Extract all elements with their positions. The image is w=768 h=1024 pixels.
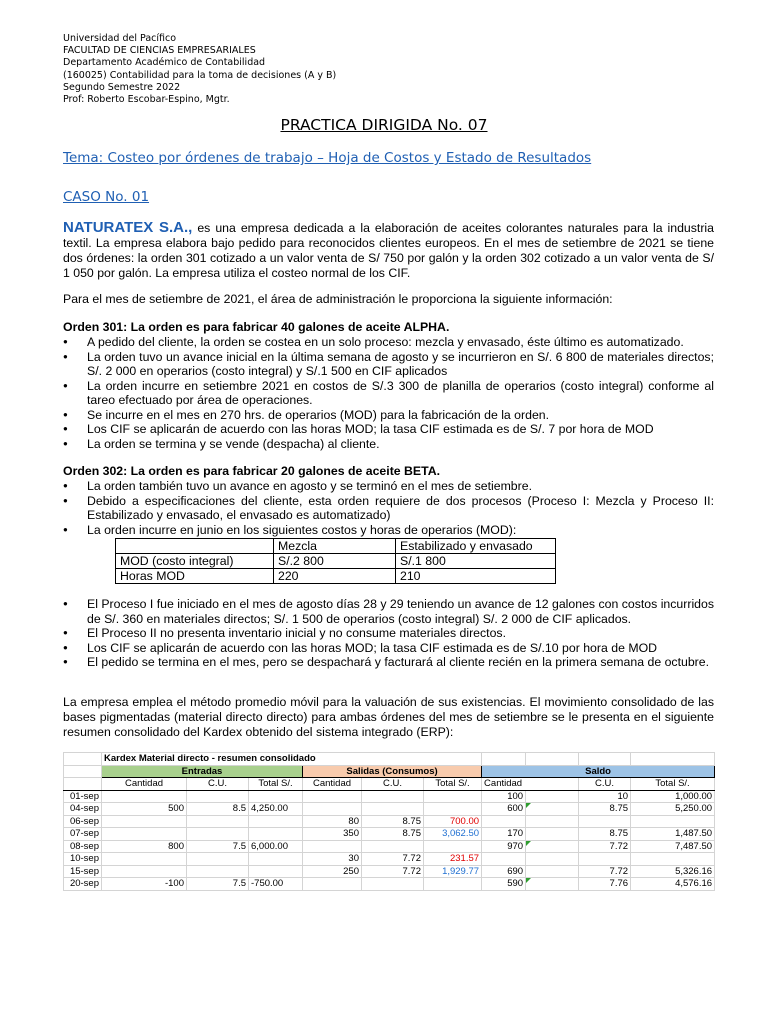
table-cell xyxy=(187,828,249,841)
table-cell: 30 xyxy=(303,853,362,866)
table-cell xyxy=(187,865,249,878)
flag-cell xyxy=(526,865,579,878)
table-row xyxy=(64,828,715,841)
table-cell xyxy=(187,853,249,866)
info-paragraph: Para el mes de setiembre de 2021, el área de administración le proporciona la siguiente información: xyxy=(63,292,613,306)
table-cell: 7,487.50 xyxy=(631,840,715,853)
table-cell xyxy=(249,815,303,828)
col-header: Cantidad xyxy=(482,778,579,791)
page-title: PRACTICA DIRIGIDA No. 07 xyxy=(280,116,488,134)
table-cell xyxy=(303,878,362,891)
table-cell: 4,250.00 xyxy=(249,803,303,816)
table-row xyxy=(116,554,556,569)
list-item: ● El pedido se termina en el mes, pero se despachará y facturará al cliente recién en la primera semana de octubre. xyxy=(63,655,714,670)
table-cell: 350 xyxy=(303,828,362,841)
intro-paragraph xyxy=(63,220,714,281)
table-cell xyxy=(249,790,303,803)
table-cell xyxy=(102,828,187,841)
note-marker-icon xyxy=(526,878,579,891)
table-cell xyxy=(362,790,424,803)
table-cell: 7.72 xyxy=(579,865,631,878)
group-saldo: Saldo xyxy=(482,765,715,778)
table-cell xyxy=(424,840,482,853)
table-cell: 8.75 xyxy=(362,828,424,841)
table-cell: 7.72 xyxy=(362,865,424,878)
order-301-heading: Orden 301: La orden es para fabricar 40 galones de aceite ALPHA. xyxy=(63,320,450,334)
list-item: ● La orden incurre en setiembre 2021 en costos de S/.3 300 de planilla de operarios (costo integral) conforme al tareo efectuado por área de operaciones. xyxy=(63,379,714,408)
table-cell: 10 xyxy=(579,790,631,803)
list-item: ● El Proceso I fue iniciado en el mes de agosto días 28 y 29 teniendo un avance de 12 galones con costos incurridos de S/. 360 en materiales directos; S/. 1 500 de operarios (costo integral) S/. 2 000 de CIF aplicados. xyxy=(63,597,714,626)
table-cell: 7.5 xyxy=(187,840,249,853)
row-date: 20-sep xyxy=(64,878,102,891)
table-cell xyxy=(187,815,249,828)
table-cell: 590 xyxy=(482,878,526,891)
table-cell xyxy=(303,803,362,816)
col-header: Cantidad xyxy=(102,778,187,791)
table-cell xyxy=(579,853,631,866)
table-cell: 700.00 xyxy=(424,815,482,828)
table-cell xyxy=(631,815,715,828)
list-item: ● Se incurre en el mes en 270 hrs. de operarios (MOD) para la fabricación de la orden. xyxy=(63,408,714,423)
col-header: C.U. xyxy=(362,778,424,791)
order-302-list-continued xyxy=(63,597,714,670)
table-cell: 8.75 xyxy=(362,815,424,828)
order-302-heading: Orden 302: La orden es para fabricar 20 galones de aceite BETA. xyxy=(63,464,441,478)
group-salidas: Salidas (Consumos) xyxy=(303,765,482,778)
table-cell xyxy=(249,865,303,878)
table-cell: 7.76 xyxy=(579,878,631,891)
list-item: ● El Proceso II no presenta inventario inicial y no consume materiales directos. xyxy=(63,626,714,641)
table-cell: MOD (costo integral) xyxy=(116,554,274,569)
document-header xyxy=(63,33,336,106)
table-cell: 231.57 xyxy=(424,853,482,866)
table-cell: 970 xyxy=(482,840,526,853)
table-cell: 690 xyxy=(482,865,526,878)
group-entradas: Entradas xyxy=(102,765,303,778)
col-header: Total S/. xyxy=(631,778,715,791)
table-cell: 8.75 xyxy=(579,803,631,816)
table-cell xyxy=(579,815,631,828)
table-cell: S/.1 800 xyxy=(396,554,556,569)
table-cell: Horas MOD xyxy=(116,569,274,584)
table-cell xyxy=(424,790,482,803)
order-301-list xyxy=(63,335,714,451)
table-cell: 7.5 xyxy=(187,878,249,891)
kardex-subheader-row xyxy=(64,778,715,791)
col-header: C.U. xyxy=(187,778,249,791)
table-cell: 5,250.00 xyxy=(631,803,715,816)
kardex-intro-paragraph: La empresa emplea el método promedio móvil para la valuación de sus existencias. El movimiento consolidado de las bases pigmentadas (material directo directo) para ambas órdenes del mes de setiembre se le presenta en el siguiente resumen consolidado del Kardex obtenido del sistema integrado (ERP): xyxy=(63,695,714,739)
row-date: 15-sep xyxy=(64,865,102,878)
flag-cell xyxy=(526,853,579,866)
list-item: ● Los CIF se aplicarán de acuerdo con las horas MOD; la tasa CIF estimada es de S/. 7 por hora de MOD xyxy=(63,422,714,437)
header-line: Prof: Roberto Escobar-Espino, Mgtr. xyxy=(63,94,230,106)
table-row xyxy=(116,569,556,584)
table-cell: 220 xyxy=(274,569,396,584)
table-row xyxy=(64,790,715,803)
table-cell xyxy=(102,865,187,878)
mod-table xyxy=(115,538,556,584)
table-cell: 5,326.16 xyxy=(631,865,715,878)
table-cell: 800 xyxy=(102,840,187,853)
order-302-list xyxy=(63,479,714,537)
table-cell xyxy=(482,815,526,828)
row-date: 07-sep xyxy=(64,828,102,841)
table-cell: 250 xyxy=(303,865,362,878)
table-cell xyxy=(303,790,362,803)
table-cell: 6,000.00 xyxy=(249,840,303,853)
list-item: ● La orden se termina y se vende (despacha) al cliente. xyxy=(63,437,714,452)
col-header: Total S/. xyxy=(424,778,482,791)
flag-cell xyxy=(526,815,579,828)
col-header: C.U. xyxy=(579,778,631,791)
table-cell: 1,487.50 xyxy=(631,828,715,841)
list-item: ● Los CIF se aplicarán de acuerdo con las horas MOD; la tasa CIF estimada es de S/.10 por hora de MOD xyxy=(63,641,714,656)
list-item: ● Debido a especificaciones del cliente, esta orden requiere de dos procesos (Proceso I: Mezcla y Proceso II: Estabilizado y envasado, el envasado es automatizado) xyxy=(63,494,714,523)
table-cell: 100 xyxy=(482,790,526,803)
flag-cell xyxy=(526,790,579,803)
table-cell: -100 xyxy=(102,878,187,891)
note-marker-icon xyxy=(526,803,579,816)
table-row xyxy=(64,840,715,853)
company-name: NATURATEX S.A., xyxy=(63,219,193,236)
table-row xyxy=(64,803,715,816)
flag-cell xyxy=(526,828,579,841)
header-line: Departamento Académico de Contabilidad xyxy=(63,57,266,69)
table-cell xyxy=(249,853,303,866)
table-cell xyxy=(424,878,482,891)
list-item: ● A pedido del cliente, la orden se costea en un solo proceso: mezcla y envasado, éste último es automatizado. xyxy=(63,335,714,350)
table-cell xyxy=(102,790,187,803)
table-cell xyxy=(102,853,187,866)
row-date: 04-sep xyxy=(64,803,102,816)
table-cell: 3,062.50 xyxy=(424,828,482,841)
case-heading: CASO No. 01 xyxy=(63,189,150,205)
list-item: ● La orden tuvo un avance inicial en la última semana de agosto y se incurrieron en S/. 6 800 de materiales directos; S/. 2 000 en operarios (costo integral) y S/.1 500 en CIF aplicados xyxy=(63,350,714,379)
kardex-title: Kardex Material directo - resumen consolidado xyxy=(102,753,482,766)
table-cell: 210 xyxy=(396,569,556,584)
list-item: ● La orden también tuvo un avance en agosto y se terminó en el mes de setiembre. xyxy=(63,479,714,494)
table-row xyxy=(64,853,715,866)
list-item: ● La orden incurre en junio en los siguientes costos y horas de operarios (MOD): xyxy=(63,523,714,538)
kardex-table xyxy=(63,752,715,891)
table-cell: 8.75 xyxy=(579,828,631,841)
table-cell: -750.00 xyxy=(249,878,303,891)
table-cell: 7.72 xyxy=(579,840,631,853)
row-date: 08-sep xyxy=(64,840,102,853)
table-cell: 170 xyxy=(482,828,526,841)
note-marker-icon xyxy=(526,840,579,853)
table-row xyxy=(64,865,715,878)
row-date: 06-sep xyxy=(64,815,102,828)
table-cell xyxy=(631,853,715,866)
col-header: Cantidad xyxy=(303,778,362,791)
intro-text: es una empresa dedicada a la elaboración de aceites colorantes naturales para la industria textil. La empresa elabora bajo pedido para reconocidos clientes europeos. En el mes de setiembre de 2021 se tiene dos órdenes: la orden 301 cotizado a un valor venta de S/ 750 por galón y la orden 302 cotizado a un valor venta de S/ 1 050 por galón. La empresa utiliza el costeo normal de los CIF. xyxy=(63,221,714,280)
table-cell: 4,576.16 xyxy=(631,878,715,891)
table-cell xyxy=(362,803,424,816)
header-line: Segundo Semestre 2022 xyxy=(63,81,181,93)
table-cell: Mezcla xyxy=(274,539,396,554)
table-cell: 8.5 xyxy=(187,803,249,816)
table-cell xyxy=(187,790,249,803)
table-cell: 500 xyxy=(102,803,187,816)
topic-heading: Tema: Costeo por órdenes de trabajo – Hoja de Costos y Estado de Resultados xyxy=(63,150,592,166)
table-cell: Estabilizado y envasado xyxy=(396,539,556,554)
header-line: Universidad del Pacífico xyxy=(63,33,177,44)
table-cell: 600 xyxy=(482,803,526,816)
table-cell: 7.72 xyxy=(362,853,424,866)
table-row xyxy=(64,878,715,891)
table-cell xyxy=(303,840,362,853)
kardex-group-row xyxy=(64,765,715,778)
row-date: 01-sep xyxy=(64,790,102,803)
table-row xyxy=(64,815,715,828)
table-cell: 1,929.77 xyxy=(424,865,482,878)
table-cell xyxy=(362,878,424,891)
table-cell xyxy=(482,853,526,866)
table-cell xyxy=(362,840,424,853)
kardex-table-container xyxy=(63,752,714,891)
kardex-title-row xyxy=(64,753,715,766)
table-cell xyxy=(424,803,482,816)
col-header: Total S/. xyxy=(249,778,303,791)
table-cell: S/.2 800 xyxy=(274,554,396,569)
header-line: FACULTAD DE CIENCIAS EMPRESARIALES xyxy=(63,45,256,57)
row-date: 10-sep xyxy=(64,853,102,866)
header-line: (160025) Contabilidad para la toma de decisiones (A y B) xyxy=(63,69,337,81)
table-cell xyxy=(116,539,274,554)
table-cell xyxy=(102,815,187,828)
table-row xyxy=(116,539,556,554)
table-cell: 1,000.00 xyxy=(631,790,715,803)
table-cell: 80 xyxy=(303,815,362,828)
table-cell xyxy=(249,828,303,841)
